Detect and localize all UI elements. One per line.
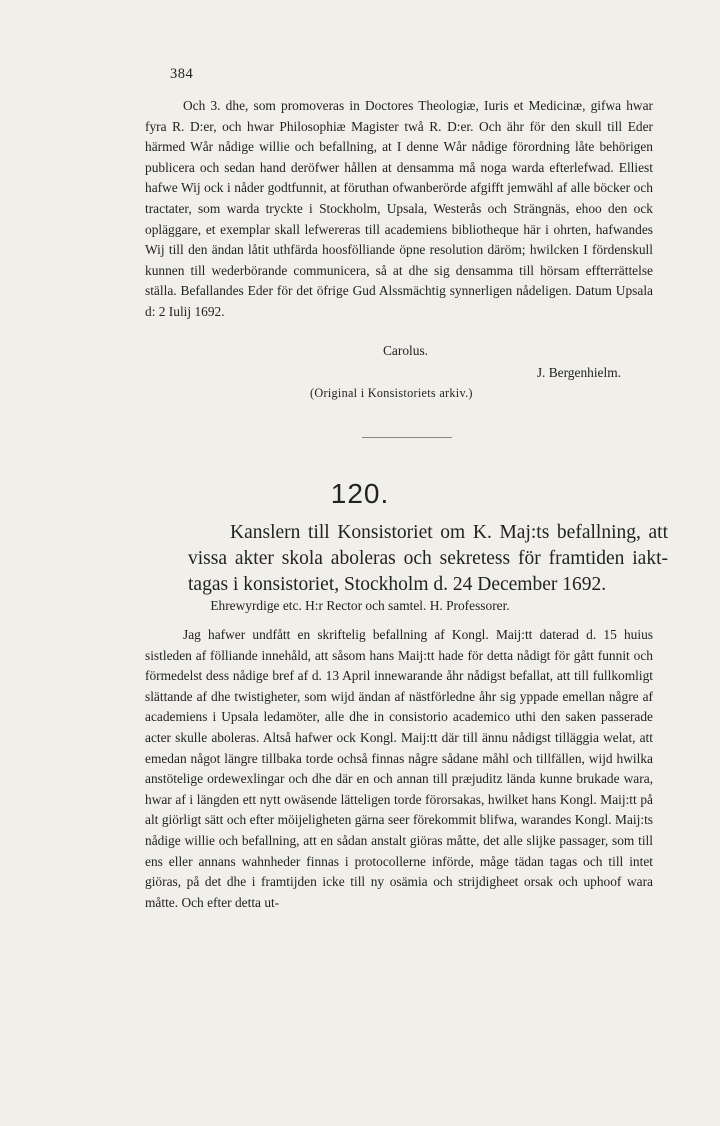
signer: Carolus. bbox=[383, 343, 429, 358]
countersigner: J. Bergenhielm. bbox=[536, 365, 621, 380]
page-number: 384 bbox=[170, 66, 194, 82]
closing-block bbox=[145, 343, 653, 403]
section-divider bbox=[362, 437, 452, 438]
previous-document-paragraph: Och 3. dhe, som promoveras in Doctores Theologiæ, Iuris et Medicinæ, gifwa hwar fyra R. D:er, och hwar Philosophiæ Magister twå R. D:er. Och ähr för den skull till Eder härmed Wår nådige willie och befallning, at I denne Wår nådige förordning låte behörigen publicera och sedan hand deröfwer hållen at densamma må noga warda efterlefwad. Elliest hafwe Wij ock i nåder godtfunnit, at föruthan ofwanberörde afgifft jemwähl af alle böcker och tractater, som warda tryckte i Stockholm, Upsala, Westerås och Strängnäs, ehoo den ock opläggare, et exemplar skall lefwereras till academiens bibliotheque här i ohrten, hafwandes Wij till den ändan låtit uthfärda hoosfölliande öpne resolution däröm; hwilcken I fördenskull kunnen till wederbörande communicera, så at dhe sig densamma till hörsam effterrättelse ställa. Befallandes Eder för det öfrige Gud Alssmächtig synnerligen nådeligen. Datum Upsala d: 2 Iulij 1692. bbox=[145, 98, 653, 319]
title-line-3: tagas i konsistoriet, Stockholm d. 24 December 1692. bbox=[188, 574, 607, 595]
source-note: (Original i Konsistoriets arkiv.) bbox=[310, 386, 473, 400]
document-number: 120. bbox=[330, 478, 390, 509]
document-title bbox=[188, 520, 668, 598]
salutation: Ehrewyrdige etc. H:r Rector och samtel. H. Professorer. bbox=[210, 598, 510, 613]
title-line-1: Kanslern till Konsistoriet om K. Maj:ts befallning, att bbox=[230, 522, 668, 543]
document-body: Jag hafwer undfått en skriftelig befallning af Kongl. Maij:tt daterad d. 15 huius sistleden af fölliande innehåld, att såsom hans Maij:tt hade för detta nådigt för gått funnit och förmedelst dess nådige bref af d. 13 April innewarande åhr nådigst befallat, att till fullkomligt slättande af dhe twistigheter, som wijd ändan af nästförledne åhr sig yppade emellan någre af academiens i Upsala ledamöter, alle dhe in consistorio academico uthi den saken passerade acter skulle aboleras. Altså hafwer ock Kongl. Maij:tt där till ännu nådigst tilläggia welat, att emedan något längre tillbaka torde ochså finnas någre sådane måhl och tillfällen, wijd hwilka anstötelige ordewexlingar och dhe där en och annan till præjuditz lända kunne brukade wara, hwar af i längden ett nytt owäsende lätteligen torde förorsakas, hwilket hans Kongl. Maij:tt på alt giörligt sätt och efter möijeligheten gärna seer förekommit blifwa, warandes Kongl. Maij:ts nådige willie och befallning, att en sådan anstalt giöras måtte, det alle slijke passager, som till ens eller annans wahnheder finnas i protocollerne införde, måge tädan tagas och till intet giöras, på det dhe i framtijden icke till ny osämia och strijdigheet orsak och uphoof wara måtte. Och efter detta ut- bbox=[145, 627, 653, 910]
title-line-2: vissa akter skola aboleras och sekretess för framtiden iakt- bbox=[188, 548, 668, 569]
